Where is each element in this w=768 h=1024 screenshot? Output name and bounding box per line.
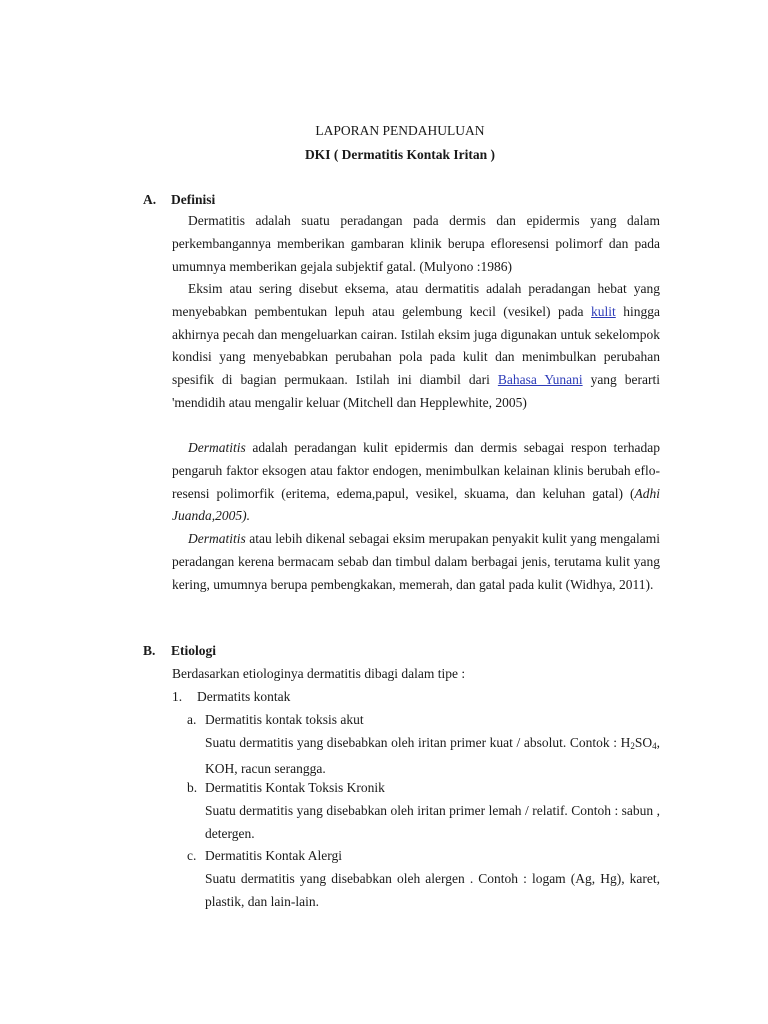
section-a-title: Definisi — [171, 192, 216, 207]
definisi-paragraph-1: Dermatitis adalah suatu peradangan pada dermis dan epidermis yang dalam perkembangannya memberikan gambaran klinik berupa efloresensi polimorf dan pada umumnya memberikan gejala subjektif gatal. (Mulyono :1986) — [172, 213, 660, 274]
list-item-1-number: 1. — [172, 689, 183, 704]
subitem-c-title: c. Dermatitis Kontak Alergi — [187, 848, 342, 863]
section-a-heading — [143, 192, 215, 208]
subitem-a-description: Suatu dermatitis yang disebabkan oleh iritan primer kuat / absolut. Contok : $H_2SO_4$, KOH, racun serangga. — [205, 735, 660, 776]
link-bahasa-yunani[interactable]: Bahasa Yunani — [497, 372, 583, 388]
list-item-1 — [172, 689, 290, 705]
section-b-letter: B. — [143, 643, 156, 658]
section-b-heading — [143, 643, 216, 659]
subitem-a-title: a. Dermatitis kontak toksis akut — [187, 712, 364, 727]
etiologi-intro: Berdasarkan etiologinya dermatitis dibagi dalam tipe : — [172, 666, 466, 681]
definisi-paragraph-3: Dermatitis adalah peradangan kulit epidermis dan dermis sebagai respon terhadap pengaruh faktor eksogen atau faktor endogen, menimbulkan kelainan klinis berubah eflo-resensi polimorfik (eritema, edema,papul, vesikel, skuama, dan keluhan gatal) (Adhi Juanda,2005). — [172, 440, 660, 524]
subitem-c-description: Suatu dermatitis yang disebabkan oleh alergen . Contoh : logam (Ag, Hg), karet, plastik, dan lain-lain. — [205, 871, 660, 909]
subitem-b-description: Suatu dermatitis yang disebabkan oleh iritan primer lemah / relatif. Contoh : sabun , detergen. — [205, 803, 660, 841]
section-a-letter: A. — [143, 192, 157, 207]
document-title: LAPORAN PENDAHULUAN — [315, 123, 485, 138]
definisi-paragraph-2: Eksim atau sering disebut eksema, atau dermatitis adalah peradangan hebat yang menyebabkan pembentukan lepuh atau gelembung kecil (vesikel) pada kulit hingga akhirnya pecah dan mengeluarkan cairan. Istilah eksim juga digunakan untuk sekelompok kondisi yang menyebabkan perubahan pola pada kulit dan menimbulkan perubahan spesifik di bagian permukaan. Istilah ini diambil dari Bahasa Yunani yang berarti 'mendidih atau mengalir keluar (Mitchell dan Hepplewhite, 2005) — [172, 281, 661, 410]
link-kulit[interactable]: kulit — [591, 303, 616, 319]
document-subtitle: DKI ( Dermatitis Kontak Iritan ) — [304, 147, 496, 162]
list-item-1-label: Dermatits kontak — [197, 689, 291, 704]
section-b-title: Etiologi — [171, 643, 217, 658]
definisi-paragraph-4: Dermatitis atau lebih dikenal sebagai eksim merupakan penyakit kulit yang mengalami peradangan kerena bermacam sebab dan timbul dalam berbagai jenis, terutama kulit yang kering, umumnya berupa pembengkakan, memerah, dan gatal pada kulit (Widhya, 2011). — [172, 531, 660, 592]
subitem-b-title: b. Dermatitis Kontak Toksis Kronik — [187, 780, 385, 795]
